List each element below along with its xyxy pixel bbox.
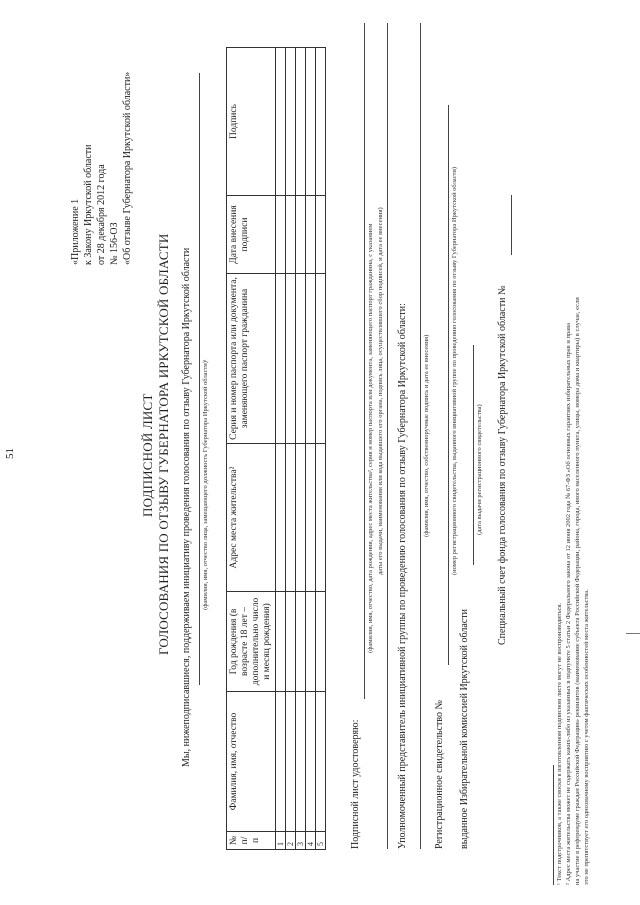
row-number: 4 — [306, 832, 316, 850]
footnote-2-line-2: на участие в референдуме граждан Российской Федерации» реквизитов (наименование субъекта Российской Федерации, района, города, иного населенного пункта, улицы, номера дома и квартиры) в случае, если — [574, 297, 581, 885]
appendix-line-2: к Закону Иркутской области — [83, 144, 94, 265]
col-header-passport: Серия и номер паспорта или документа, заменяющего паспорт гражданина — [227, 274, 276, 444]
certified-label: Подписной лист удостоверяю: — [350, 719, 361, 849]
representative-caption: (фамилия, имя, отчество, собственноручные подпись и дата ее внесения) — [423, 334, 430, 537]
col-header-signature: Подпись — [227, 48, 276, 196]
table-row — [296, 48, 306, 850]
certified-caption-1: (фамилия, имя, отчество, дата рождения, адрес места жительства², серия и номер паспорта или документа, заменяющего паспорт гражданина, с указанием — [367, 223, 374, 653]
page-number: 51 — [4, 448, 16, 459]
registration-caption: (номер регистрационного свидетельства, выданного инициативной группе по проведению голосования по отзыву Губернатора Иркутской области) — [451, 166, 458, 575]
certified-caption-2: даты его выдачи, наименования или кода выдавшего его органа, подпись лица, осуществлявшего сбор подписей, и дата ее внесения) — [377, 207, 384, 575]
col-header-address: Адрес места жительства² — [227, 444, 276, 592]
col-header-signing-date: Дата внесения подписи — [227, 196, 276, 274]
table-row — [286, 48, 296, 850]
appendix-line-1: «Приложение 1 — [70, 198, 81, 265]
footnote-1: ¹ Текст подстрочников, а также сноски в изготовленном подписном листе могут не воспроизводиться. — [556, 602, 563, 885]
row-number: 1 — [276, 832, 286, 850]
account-label: Специальный счет фонда голосования по отзыву Губернатора Иркутской области № — [497, 285, 508, 645]
table-row — [306, 48, 316, 850]
scan-mark — [626, 633, 640, 634]
row-number: 2 — [286, 832, 296, 850]
col-header-birth-year: Год рождения (в возрасте 18 лет – дополнительно число и месяц рождения) — [227, 592, 276, 692]
footnote-separator — [553, 765, 554, 885]
issued-underline — [473, 345, 474, 565]
footnote-2-line-3: это не препятствует его однозначному восприятию с учетом фактических особенностей места жительства. — [583, 589, 590, 885]
certified-underline-2 — [387, 23, 388, 849]
table-row — [276, 48, 286, 850]
table-row — [316, 48, 326, 850]
intro-underline — [199, 73, 200, 685]
appendix-line-5: «Об отзыве Губернатора Иркутской области» — [122, 71, 133, 265]
col-header-number: № п/п — [227, 832, 276, 850]
representative-underline — [420, 23, 421, 849]
appendix-line-3: от 28 декабря 2012 года — [96, 164, 107, 265]
certified-underline — [364, 23, 365, 699]
signature-table — [226, 47, 326, 850]
title-line-1: ПОДПИСНОЙ ЛИСТ — [140, 393, 155, 517]
account-underline — [511, 195, 512, 255]
col-header-name: Фамилия, имя, отчество — [227, 692, 276, 832]
intro-caption: (фамилия, имя, отчество лица, замещающего должность Губернатора Иркутской области)¹ — [202, 359, 209, 610]
row-number: 5 — [316, 832, 326, 850]
issued-caption: (дата выдачи регистрационного свидетельства) — [476, 404, 483, 535]
row-number: 3 — [296, 832, 306, 850]
appendix-line-4: № 156-ОЗ — [109, 222, 120, 265]
representative-label: Уполномоченный представитель инициативной группы по проведению голосования по отзыву Губернатора Иркутской области: — [397, 303, 408, 849]
registration-underline — [448, 105, 449, 665]
intro-text: Мы, нижеподписавшиеся, поддерживаем инициативу проведения голосования по отзыву Губернатора Иркутской области — [181, 247, 192, 767]
registration-label: Регистрационное свидетельство № — [434, 699, 445, 849]
footnote-2-line-1: ² Адрес места жительства может не содержать каких-либо из указанных в подпункте 5 статьи 2 Федерального закона от 12 июня 2002 года № 67-ФЗ «Об основных гарантиях избирательных прав и права — [565, 323, 572, 885]
issued-label: выданное Избирательной комиссией Иркутской области — [459, 609, 470, 849]
title-line-2: ГОЛОСОВАНИЯ ПО ОТЗЫВУ ГУБЕРНАТОРА ИРКУТСКОЙ ОБЛАСТИ — [156, 233, 171, 655]
